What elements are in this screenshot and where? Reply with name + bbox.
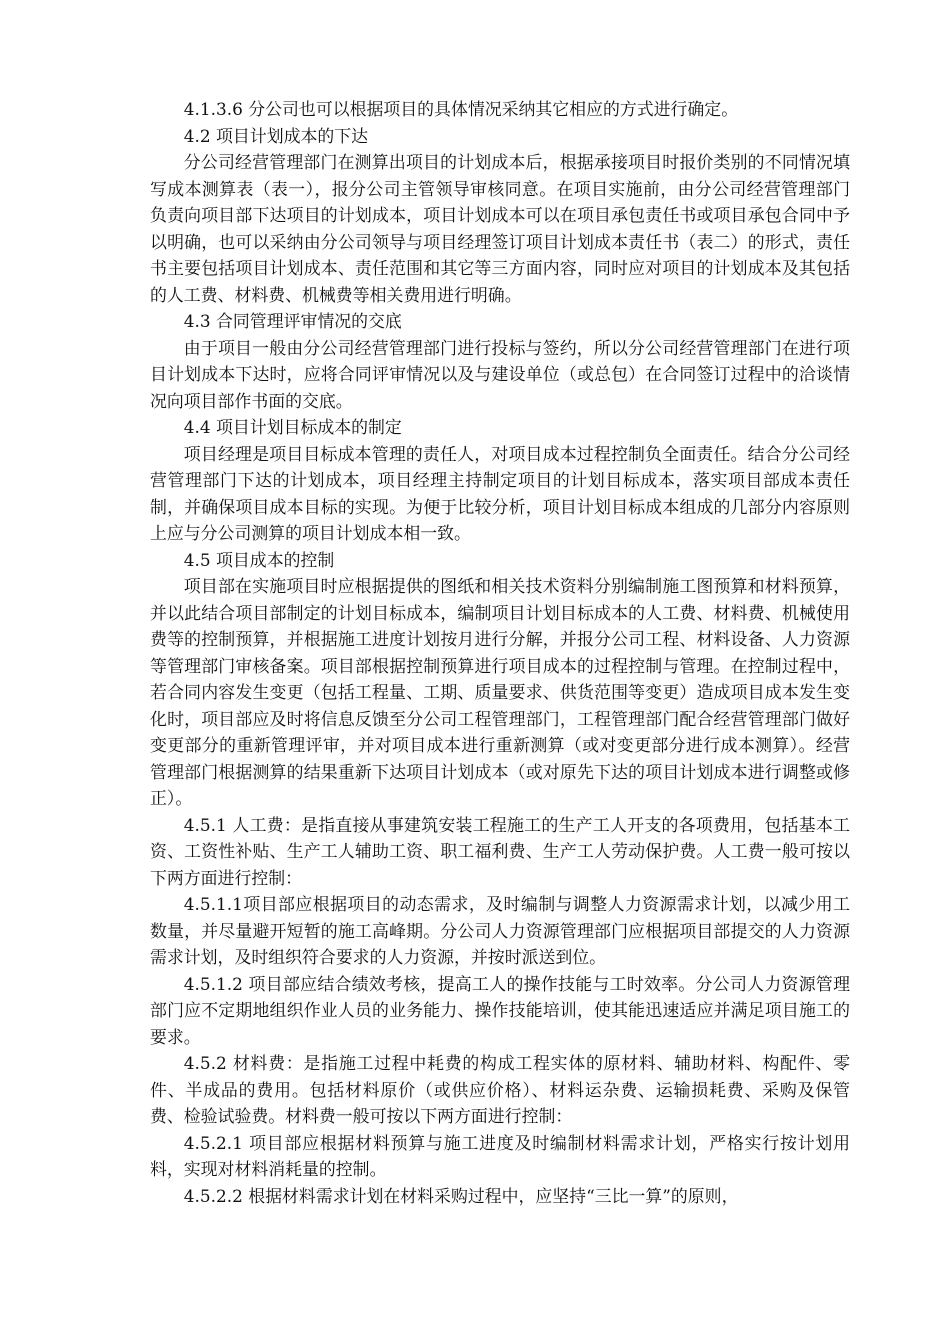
paragraph-4-4-body: 项目经理是项目目标成本管理的责任人，对项目成本过程控制负全面责任。结合分公司经营管理部门下达的计划成本，项目经理主持制定项目的计划目标成本，落实项目部成本责任制，并确保项目成本目标的实现。为便于比较分析，项目计划目标成本组成的几部分内容原则上应与分公司测算的项目计划成本相一致。: [150, 443, 850, 543]
paragraph-4-5-2: 4.5.2 材料费：是指施工过程中耗费的构成工程实体的原材料、辅助材料、构配件、零件、半成品的费用。包括材料原价（或供应价格）、材料运杂费、运输损耗费、采购及保管费、检验试验费。材料费一般可按以下两方面进行控制：: [150, 1053, 850, 1126]
paragraph-4-5-2-1: 4.5.2.1 项目部应根据材料预算与施工进度及时编制材料需求计划，严格实行按计划用料，实现对材料消耗量的控制。: [150, 1132, 850, 1179]
paragraph-4-5-1-2: 4.5.1.2 项目部应结合绩效考核，提高工人的操作技能与工时效率。分公司人力资源管理部门应不定期地组织作业人员的业务能力、操作技能培训，使其能迅速适应并满足项目施工的要求。: [150, 973, 850, 1047]
paragraph-4-5-2-2: 4.5.2.2 根据材料需求计划在材料采购过程中，应坚持“三比一算”的原则，: [183, 1185, 739, 1206]
paragraph-4-1-3-6: 4.1.3.6 分公司也可以根据项目的具体情况采纳其它相应的方式进行确定。: [183, 99, 739, 119]
section-heading-4-5: 4.5 项目成本的控制: [183, 549, 335, 570]
paragraph-4-3-body: 由于项目一般由分公司经营管理部门进行投标与签约，所以分公司经营管理部门在进行项目计划成本下达时，应将合同评审情况以及与建设单位（或总包）在合同签订过程中的洽谈情况向项目部作书面的交底。: [150, 337, 850, 411]
paragraph-4-5-1: 4.5.1 人工费：是指直接从事建筑安装工程施工的生产工人开支的各项费用，包括基本工资、工资性补贴、生产工人辅助工资、职工福利费、生产工人劳动保护费。人工费一般可按以下两方面进行控制：: [150, 814, 850, 888]
document-page: [150, 96, 850, 1209]
paragraph-4-5-body: 项目部在实施项目时应根据提供的图纸和相关技术资料分别编制施工图预算和材料预算，并以此结合项目部制定的计划目标成本，编制项目计划目标成本的人工费、材料费、机械使用费等的控制预算，并根据施工进度计划按月进行分解，并报分公司工程、材料设备、人力资源等管理部门审核备案。项目部根据控制预算进行项目成本的过程控制与管理。在控制过程中，若合同内容发生变更（包括工程量、工期、质量要求、供货范围等变更）造成项目成本发生变化时，项目部应及时将信息反馈至分公司工程管理部门，工程管理部门配合经营管理部门做好变更部分的重新管理评审，并对项目成本进行重新测算（或对变更部分进行成本测算）。经营管理部门根据测算的结果重新下达项目计划成本（或对原先下达的项目计划成本进行调整或修正）。: [150, 576, 850, 808]
section-heading-4-2: 4.2 项目计划成本的下达: [183, 125, 369, 146]
paragraph-4-2-body: 分公司经营管理部门在测算出项目的计划成本后，根据承接项目时报价类别的不同情况填写成本测算表（表一），报分公司主管领导审核同意。在项目实施前，由分公司经营管理部门负责向项目部下达项目的计划成本，项目计划成本可以在项目承包责任书或项目承包合同中予以明确，也可以采纳由分公司领导与项目经理签订项目计划成本责任书（表二）的形式，责任书主要包括项目计划成本、责任范围和其它等三方面内容，同时应对项目的计划成本及其包括的人工费、材料费、机械费等相关费用进行明确。: [150, 152, 850, 305]
paragraph-4-5-1-1: 4.5.1.1项目部应根据项目的动态需求，及时编制与调整人力资源需求计划，以减少用工数量，并尽量避开短暂的施工高峰期。分公司人力资源管理部门应根据项目部提交的人力资源需求计划，及时组织符合要求的人力资源，并按时派送到位。: [150, 894, 850, 967]
section-heading-4-3: 4.3 合同管理评审情况的交底: [183, 311, 402, 331]
section-heading-4-4: 4.4 项目计划目标成本的制定: [183, 417, 402, 437]
